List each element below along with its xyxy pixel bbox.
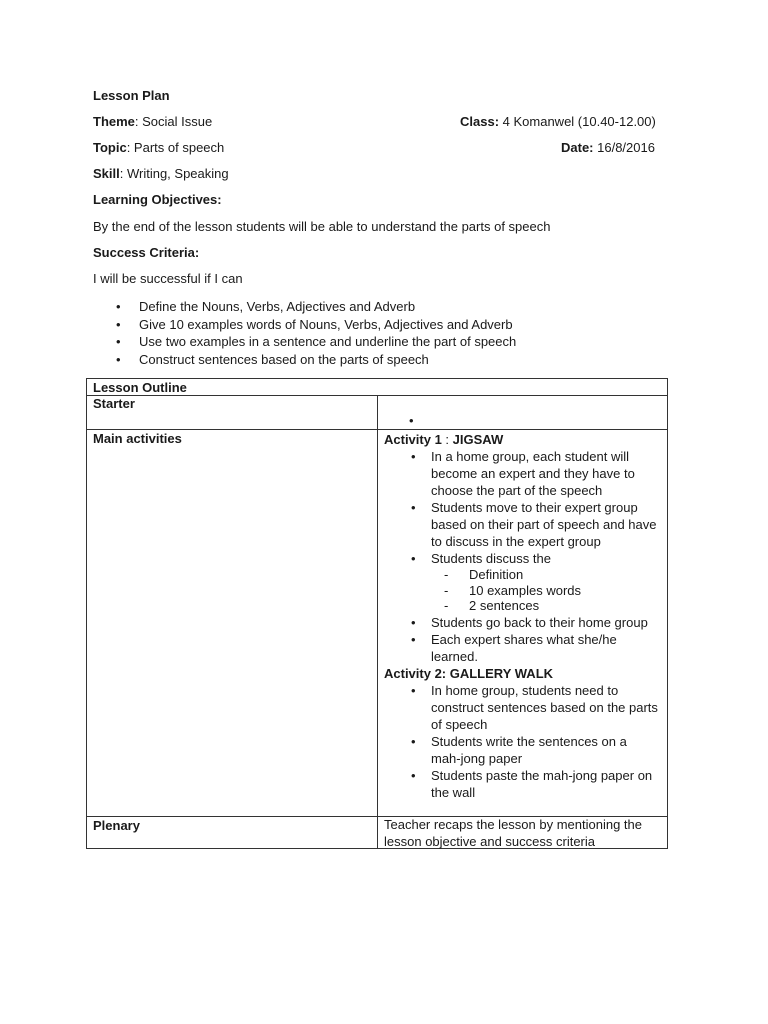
topic-label: Topic [93,140,127,155]
outline-heading: Lesson Outline [93,380,187,395]
activity-2-list [384,682,666,801]
starter-label: Starter [93,396,135,411]
theme-row [93,114,212,130]
sub-list-item: - Definition [431,567,659,583]
list-item: • Students move to their expert group based on their part of speech and have to discuss in the expert group [384,499,659,550]
topic-value: : Parts of speech [126,140,225,155]
discussion-sub-list [431,567,659,614]
skill-label: Skill [93,166,120,181]
lesson-outline-table [86,378,668,849]
main-activities-content [384,431,666,801]
date-label: Date: [561,140,594,155]
list-item: • Each expert shares what she/he learned. [384,631,659,665]
topic-row [93,140,224,156]
plenary-label: Plenary [93,818,140,833]
list-item: • Use two examples in a sentence and underline the part of speech [112,333,516,351]
class-row [460,114,656,130]
skill-value: : Writing, Speaking [119,166,229,181]
list-item: • Students paste the mah-jong paper on the wall [384,767,659,801]
table-column-divider [377,395,378,848]
activity-2-title: Activity 2: GALLERY WALK [384,665,554,681]
class-label: Class: [460,114,500,129]
date-row [561,140,655,156]
objectives-heading: Learning Objectives: [93,192,222,207]
list-item: • In home group, students need to construct sentences based on the parts of speech [384,682,659,733]
theme-label: Theme [93,114,135,129]
date-value: 16/8/2016 [593,140,655,155]
theme-value: : Social Issue [134,114,213,129]
list-item: • Give 10 examples words of Nouns, Verbs, Adjectives and Adverb [112,316,516,334]
starter-bullet: • [409,413,414,428]
list-item: • Students write the sentences on a mah-jong paper [384,733,659,767]
activity-1-list [384,448,666,665]
list-item: • Define the Nouns, Verbs, Adjectives and Adverb [112,298,516,316]
sub-list-item: - 10 examples words [431,583,659,599]
success-heading: Success Criteria: [93,245,200,260]
activity-1-title: Activity 1 : JIGSAW [384,432,504,447]
list-item: • Students go back to their home group [384,614,659,631]
document-title: Lesson Plan [93,88,170,103]
skill-row [93,166,229,182]
list-item: • In a home group, each student will become an expert and they have to choose the part of the speech [384,448,659,499]
sub-list-item: - 2 sentences [431,598,659,614]
plenary-text: Teacher recaps the lesson by mentioning the lesson objective and success criteria [384,817,642,849]
objectives-text: By the end of the lesson students will be able to understand the parts of speech [93,219,551,234]
success-criteria-list [112,298,516,368]
list-item: • Students discuss the - Definition - 10 examples words - 2 sentences [384,550,659,614]
success-intro: I will be successful if I can [93,271,243,286]
main-activities-label: Main activities [93,431,182,446]
class-value: 4 Komanwel (10.40-12.00) [499,114,656,129]
list-item: • Construct sentences based on the parts of speech [112,351,516,369]
